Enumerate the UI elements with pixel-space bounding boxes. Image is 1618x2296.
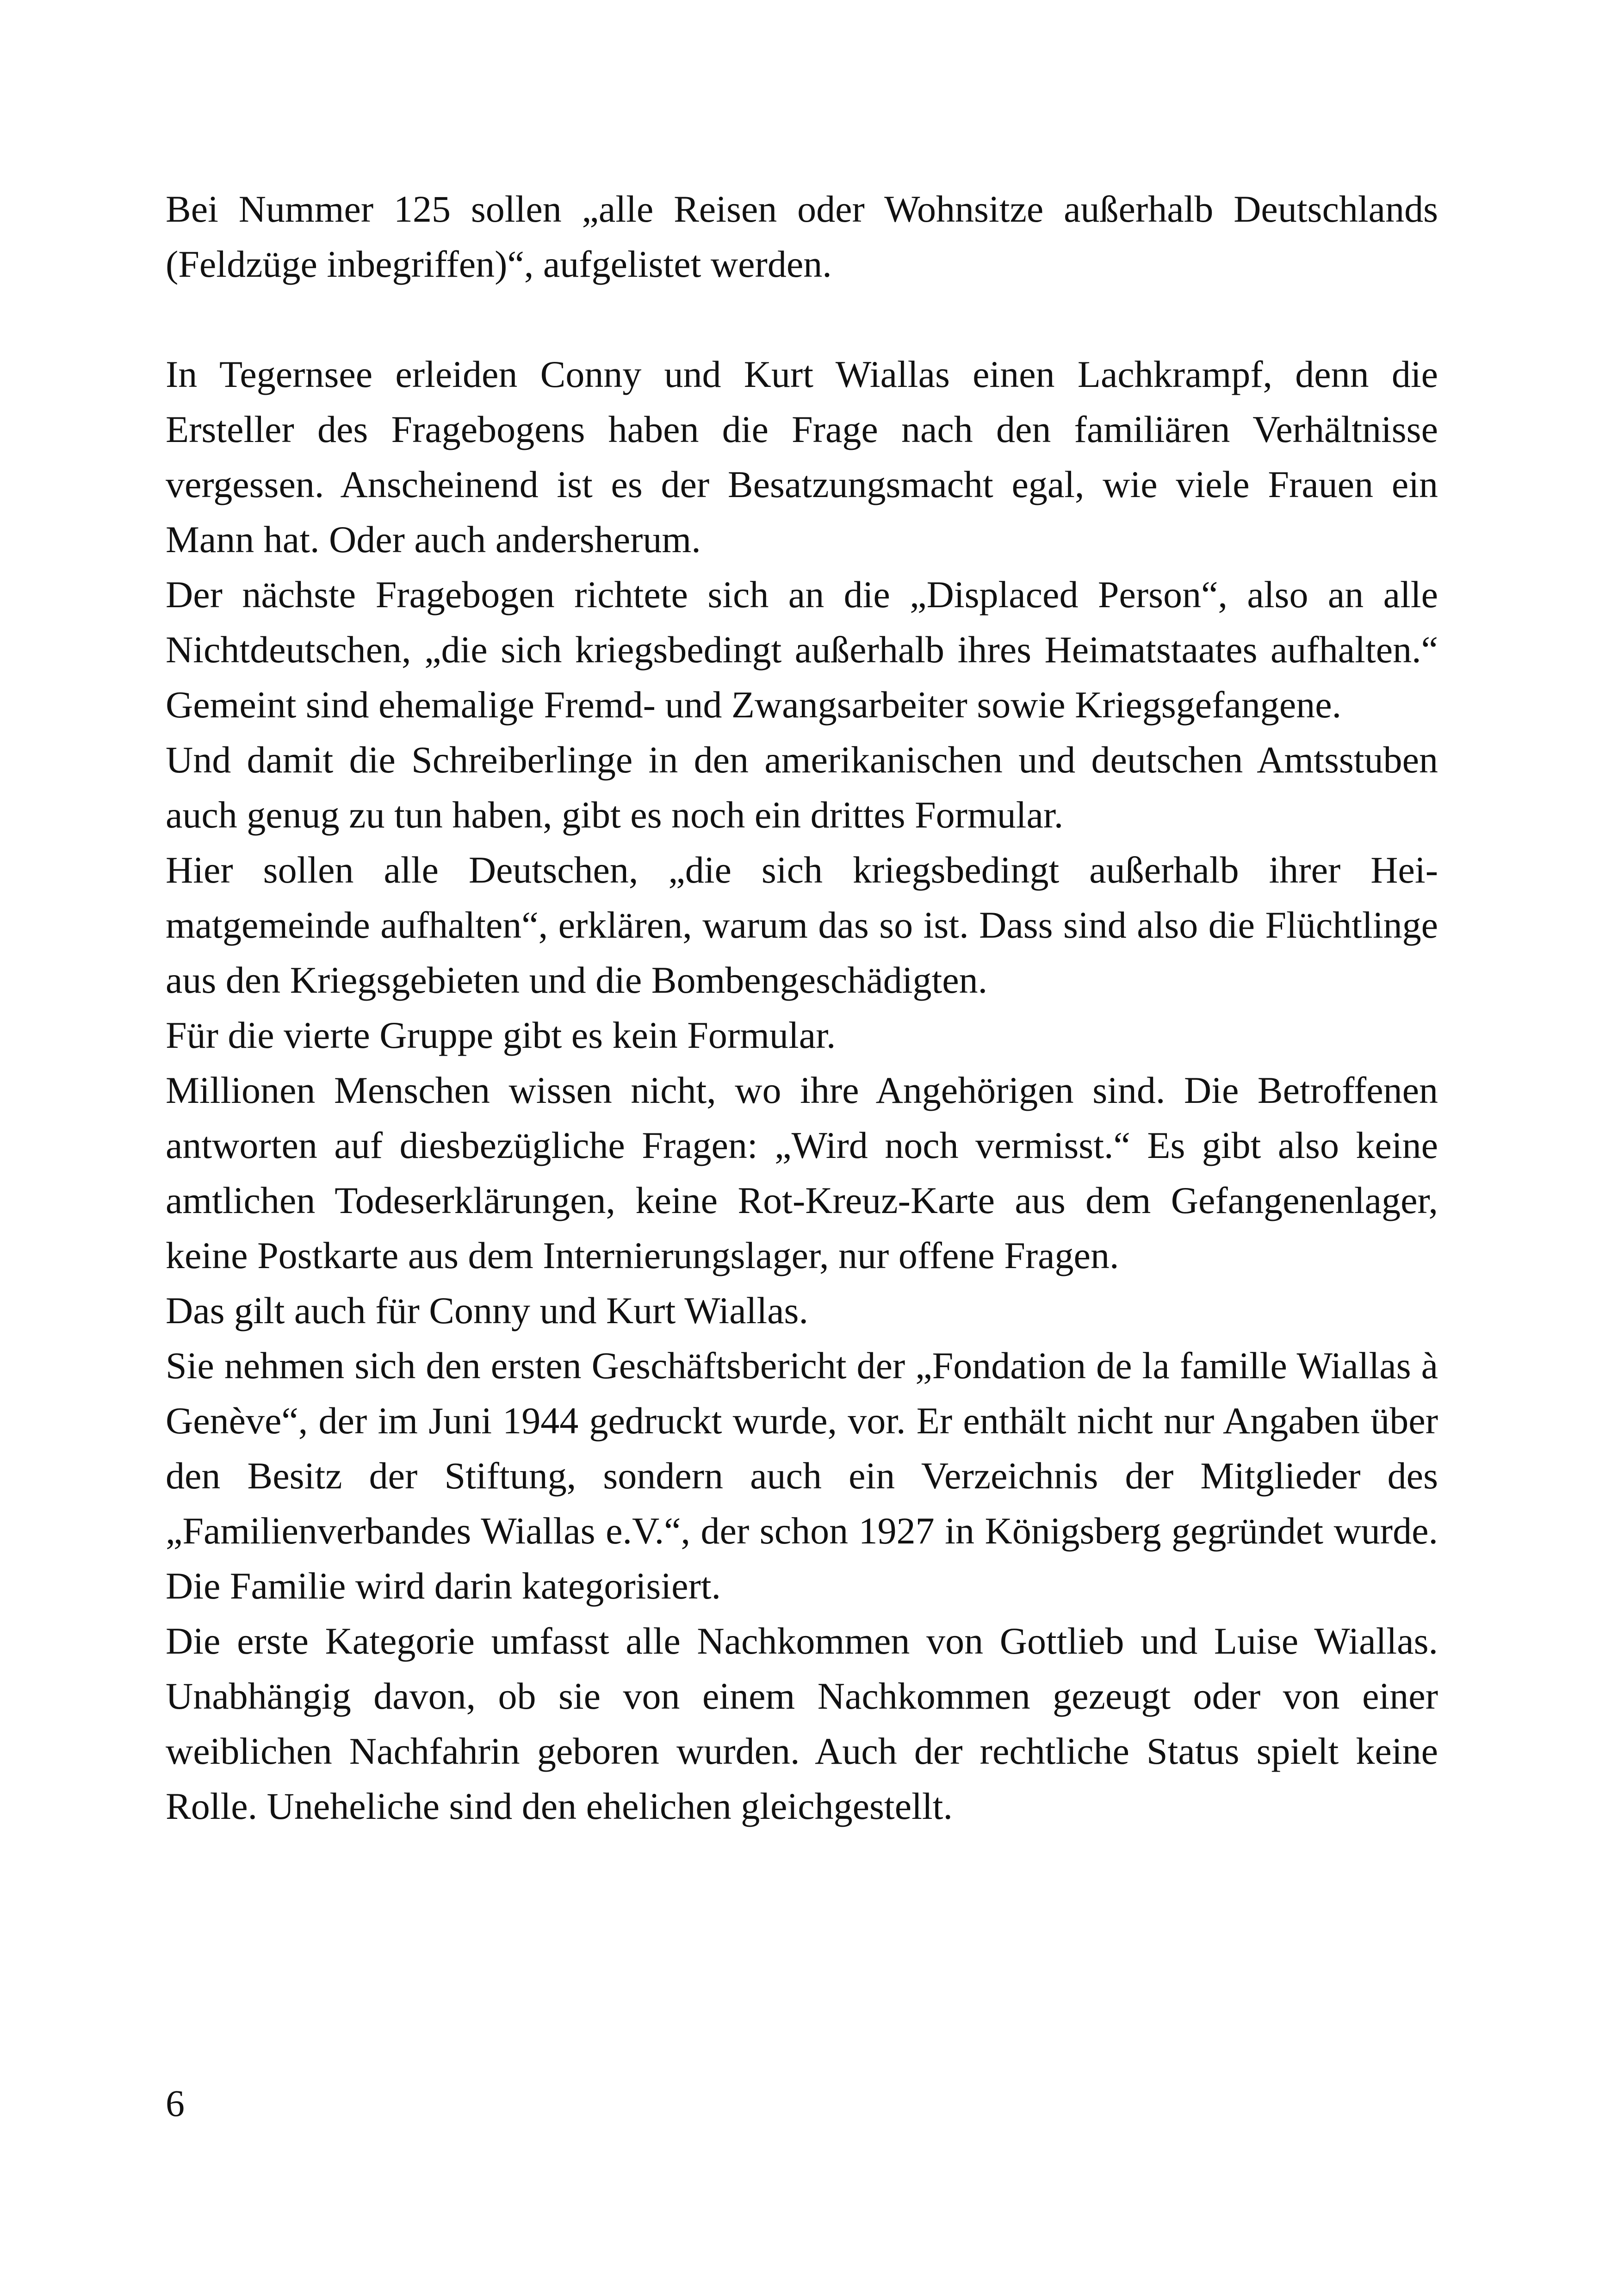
paragraph-vermisst: Millionen Menschen wissen nicht, wo ihre Angehörigen sind. Die Betroffenen antworten auf diesbezügliche Fragen: „Wird noch vermisst.“ Es gibt also keine amtlichen Todeserklärungen, keine Rot-Kreuz-Karte aus dem Gefangenenlager, keine Postkarte aus dem Internierungslager, nur offene Fragen. [166,1069,1438,1276]
paragraph-displaced-person: Der nächste Fragebogen richtete sich an die „Displaced Person“, also an alle Nichtdeutschen, „die sich kriegsbedingt außerhalb ihres Heimatstaates aufhalten.“ Gemeint sind ehemalige Fremd- und Zwangsarbeiter sowie Kriegsgefangene. [166,573,1438,726]
paragraph-geschaeftsbericht: Sie nehmen sich den ersten Geschäftsbericht der „Fondation de la famille Wiallas à Genève“, der im Juni 1944 gedruckt wurde, vor. Er enthält nicht nur Angaben über den Besitz der Stiftung, sondern auch ein Verzeichnis der Mitglieder des „Familienverbandes Wiallas e.V.“, der schon 1927 in Königsberg gegründet wurde. Die Familie wird darin kategorisiert. [166,1344,1438,1607]
paragraph-fluechtlinge: Hier sollen alle Deutschen, „die sich kriegsbedingt außerhalb ihrer Heimatgemeinde aufhalten“, erklären, warum das so ist. Dass sind also die Flüchtlinge aus den Kriegsgebieten und die Bombengeschädigten. [166,849,1438,1001]
paragraph-vierte-gruppe: Für die vierte Gruppe gibt es kein Formular. [166,1014,836,1056]
paragraph-reisen: Bei Nummer 125 sollen „alle Reisen oder Wohnsitze außerhalb Deutschlands (Feldzüge inbegriffen)“, aufgelistet werden. [166,188,1438,285]
body-text [166,181,1438,1834]
paragraph-conny-kurt: Das gilt auch für Conny und Kurt Wiallas. [166,1289,808,1332]
paragraph-erste-kategorie: Die erste Kategorie umfasst alle Nachkommen von Gottlieb und Luise Wiallas. Unabhängig davon, ob sie von einem Nachkommen gezeugt oder von einer weiblichen Nachfahrin geboren wurden. Auch der rechtliche Status spielt keine Rolle. Uneheliche sind den ehelichen gleichgestellt. [166,1620,1438,1827]
paragraph-drittes-formular: Und damit die Schreiberlinge in den amerikanischen und deutschen Amtsstuben auch genug zu tun haben, gibt es noch ein drittes Formular. [166,739,1438,836]
page-number: 6 [166,2082,185,2124]
paragraph-lachkrampf: In Tegernsee erleiden Conny und Kurt Wiallas einen Lachkrampf, denn die Ersteller des Fragebogens haben die Frage nach den familiären Verhältnisse vergessen. Anscheinend ist es der Besatzungsmacht egal, wie viele Frauen ein Mann hat. Oder auch andersherum. [166,353,1438,560]
